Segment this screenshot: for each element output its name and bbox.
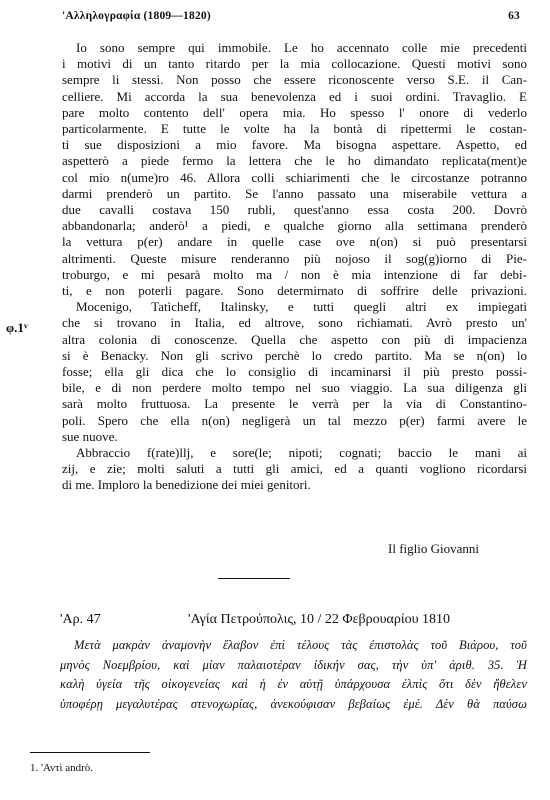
- footnote-divider: [30, 752, 150, 753]
- greek-line: μηνὸς Νοεμβρίου, καὶ μίαν παλαιοτέραν ἰδικήν σας, τὴν ὑπ' ἀριθ. 35. Ἡ: [60, 657, 527, 672]
- running-head-title: 'Αλληλογραφία (1809—1820): [62, 10, 211, 22]
- body-line: Abbraccio f(rate)llj, e sore(le; nipoti; cognati; baccio le mani ai: [76, 445, 527, 461]
- greek-line: ὑποφέρῃ μεγαλυτέρας στενοχωρίας, ἀνεκούφισαν βεβαίως ἐμέ. Δὲν θὰ παύσω: [60, 696, 527, 711]
- body-line: altrimenti. Queste misure renderanno più nojoso il sog(g)iorno di Pie-: [62, 250, 527, 266]
- body-line: la vettura p(er) andare in quelle case ove n(on) si può presentarsi: [62, 234, 527, 250]
- margin-folio-note: φ.1ᵛ: [6, 320, 28, 335]
- body-line: ti sue disposizioni a mio favore. Ma bisogna aspettare. Aspetto, ed: [62, 137, 527, 153]
- body-line: poli. Spero che ella n(on) negligerà un tal mezzo p(er) farmi avere le: [62, 412, 527, 428]
- body-line: abbandonarla; anderò¹ a piedi, e qualche giorno alla settimana prenderò: [62, 218, 527, 234]
- section-divider: [218, 578, 290, 579]
- body-line: darmi prenderò un partito. Se l'anno passato una miserabile vettura a: [62, 185, 527, 201]
- body-line: fosse; ella gli dica che lo consiglio di incaminarsi il più presto possi-: [62, 364, 527, 380]
- body-line: i motivi di un tanto ritardo per la mia collocazione. Questi motivi sono: [62, 56, 527, 72]
- page-number: 63: [508, 10, 520, 22]
- body-line: pare molto contento dell' opera mia. Ho spesso l' onore di vederlo: [62, 104, 527, 120]
- italian-letter-body: [62, 40, 527, 494]
- greek-line: Μετὰ μακρὰν ἀναμονὴν ἔλαβον ἐπὶ τέλους τὰς ἐπιστολὰς τοῦ Βιάρου, τοῦ: [74, 638, 527, 652]
- body-line: sarà molto fruttuosa. La presente le verrà per la via di Constantino-: [62, 396, 527, 412]
- letter-number: 'Αρ. 47: [60, 612, 101, 627]
- body-line: troburgo, e mi pesarà molto ma / non è mia intenzione di far debi-: [62, 266, 527, 282]
- body-line: bile, e di non perdere molto tempo nel suo viaggio. La sua diligenza gli: [62, 380, 527, 396]
- body-line: zij, e zie; molti saluti a tutti gli amici, ed a quanti vogliono ricordarsi: [62, 461, 527, 477]
- body-line: particolarmente. E tutte le volte ha la bontà di ripettermi le costan-: [62, 121, 527, 137]
- body-line: di me. Imploro la benedizione dei miei genitori.: [62, 477, 311, 493]
- greek-letter-body: [60, 636, 527, 714]
- body-line: due cavalli costava 150 rubli, quest'anno essa costa 200. Dovrò: [62, 202, 527, 218]
- body-line: aspetterò a piede fermo la lettera che le ho dimandato replicata(ment)e: [62, 153, 527, 169]
- body-line: sue nuove.: [62, 428, 118, 444]
- signature: Il figlio Giovanni: [388, 541, 479, 556]
- body-line: che si trovano in Italia, ed altrove, sono richiamati. Avrò presto un': [62, 315, 527, 331]
- footnote: 1. 'Αντὶ andrò.: [30, 762, 94, 774]
- body-line: si è Benacky. Non gli scrivo perchè lo credo partito. Ma se n(on) lo: [62, 347, 527, 363]
- body-line: celliere. Mi accorda la sua benevolenza ed i suoi ordini. Travaglio. E: [62, 88, 527, 104]
- body-line: ti, e non poterli pagare. Sono determirnato di soffrire delle privazioni.: [62, 283, 527, 299]
- place-date-heading: 'Αγία Πετρούπολις, 10 / 22 Φεβρουαρίου 1810: [188, 612, 451, 627]
- body-line: Io sono sempre qui immobile. Le ho accennato colle mie precedenti: [76, 40, 527, 55]
- body-line: col mio n(ume)ro 46. Allora colli schiarimenti che le circostanze potranno: [62, 169, 527, 185]
- greek-line: καλὴ ὑγεία τῆς οἰκογενείας καὶ ἡ ἐν αὐτῇ ὑπάρχουσα ἐλπὶς ὅτι δὲν ἤθελεν: [60, 677, 527, 691]
- body-line: altra colonia di conoscenze. Quella che aspetto con più di impacienza: [62, 331, 527, 347]
- body-line: Mocenigo, Tatìcheff, Italinsky, e tutti quegli altri ex impiegati: [76, 299, 527, 315]
- body-line: sempre li stessi. Non posso che essere riconoscente verso S.E. il Can-: [62, 72, 527, 88]
